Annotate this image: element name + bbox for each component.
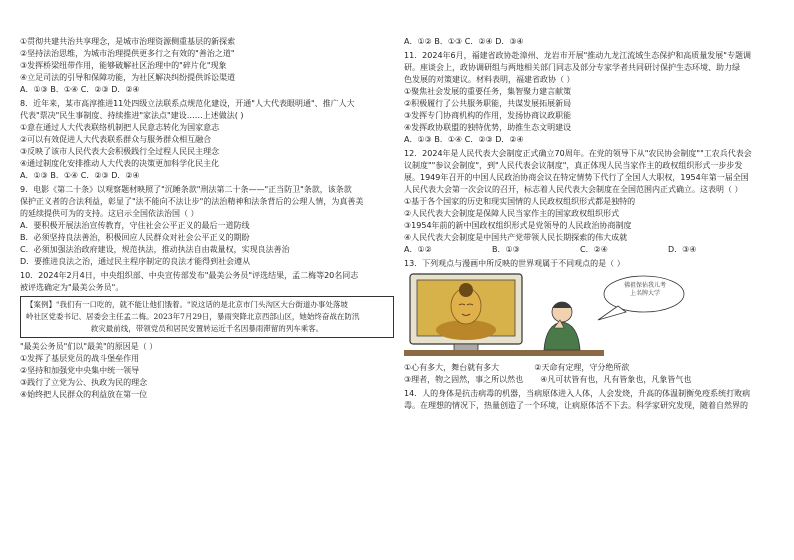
- q12-option-4: ④人民代表大会制度是中国共产党带领人民长期探索的伟大成就: [404, 233, 628, 242]
- q14-stem-line-2: 毒。在理想的情况下，热量创造了一个环境，让病原体活不下去。科学家研究发现，随着自然界的: [404, 401, 748, 410]
- q8-option-4: ④通过制度化安排推动人大代表的决策更加科学化民主化: [20, 159, 220, 168]
- q7-option-3: ③发挥桥梁纽带作用，能够破解社区治理中的"碎片化"现象: [20, 61, 227, 70]
- q7-answer-choices: A．①③ B．①④ C．②③ D．②④: [20, 85, 140, 94]
- q10-stem-line-2: 被评选确定为"最美公务员"。: [20, 283, 124, 292]
- q9-option-d: D．要推进良法之治，通过民主程序制定的良法才能得到社会遵从: [20, 257, 251, 266]
- q7-option-1: ①贯彻共建共治共享理念，是城市治理资源侧重基层的新探索: [20, 37, 236, 46]
- q10-question: "最美公务员"们以"最美"的原因是（ ）: [20, 342, 158, 351]
- q11-answer-choices: A．①③ B．①④ C．②③ D．②④: [404, 135, 524, 144]
- q13-option-2: ②天命有定理，守分绝所欲: [534, 363, 630, 372]
- q12-stem-line-3: 展。1949年召开的中国人民政治协商会议在特定情势下代行了全国人大职权，1954年第一届全国: [404, 173, 749, 182]
- q9-stem-line-2: 保护正义者的合法利益，彰显了"法不能向不法让步"的法治精神和法条背后的公理人情，为真善美: [20, 197, 364, 206]
- q13-option-4: ④凡可状皆有也，凡有皆象也，凡象皆气也: [540, 375, 692, 384]
- q13-option-3: ③理者，物之固然，事之所以然也: [404, 375, 524, 384]
- q12-option-3: ③1954年前的新中国政权组织形式是党领导的人民政治协商制度: [404, 221, 632, 230]
- q13-options-row-2: [404, 374, 778, 386]
- cartoon-speech-bubble: 佛祖保佑我儿考上名牌大学: [623, 282, 666, 297]
- q9-stem-line-3: 的延续提供可为的支持。这启示全国依法治国（ ）: [20, 209, 199, 218]
- q11-stem-line-2: 研。座谈会上，政协调研组与两地相关部门同志及部分专家学者共同研讨保护生态环境、助力绿: [404, 63, 740, 72]
- cartoon-illustration: [404, 272, 778, 358]
- q10-option-4: ④始终把人民群众的利益放在第一位: [20, 390, 148, 399]
- q13-options-row-1: [404, 362, 778, 374]
- q11-option-3: ③发挥专门协商机构的作用，发扬协商议政职能: [404, 111, 572, 120]
- q9-stem-line-1: 9．电影《第二十条》以观察题材映照了"沉睡条款"刑法第二十条——"正当防卫"条款，该条款: [20, 185, 352, 194]
- q12-choice-b: B．①③: [492, 245, 520, 254]
- q12-choice-c: C．②④: [580, 245, 608, 254]
- case-text-line-3: 救灾最前线，带领党员和居民安置转运近千名因暴雨滞留的列车乘客。: [90, 324, 324, 333]
- q10-option-3: ③践行了立党为公、执政为民的理念: [20, 378, 148, 387]
- case-text-line-2: 岭社区党委书记、居委会主任孟二梅。2023年7月29日，暴雨突降北京西部山区，她始终奋战在防汛: [26, 312, 360, 321]
- q8-stem-line-2: 代表"票决"民生事制度、持续推进"家法点"建设……上述做法( ): [20, 111, 244, 120]
- q8-option-3: ③反映了该市人民代表大会积极践行全过程人民民主理念: [20, 147, 220, 156]
- case-text-line-1: 【案例】"我们有一口吃的，就不能让他们饿着。"说这话的是北京市门头沟区大台街道办事处落坡: [26, 300, 348, 309]
- q8-option-2: ②可以有效促进人大代表联系群众与服务群众相互融合: [20, 135, 212, 144]
- q13-option-1: ①心有多大，舞台就有多大: [404, 363, 500, 372]
- q7-option-4: ④立足司法的引导和保障功能，为社区解决纠纷提供诉讼渠道: [20, 73, 236, 82]
- q9-option-b: B．必须坚持良法善治，积极回应人民群众对社会公平正义的期盼: [20, 233, 250, 242]
- q11-option-2: ②积极履行了公共服务职能，共谋发展拓展新局: [404, 99, 572, 108]
- q12-answer-choices: [404, 244, 778, 256]
- q11-stem-line-1: 11．2024年6月，福建省政协赴漳州、龙岩市开展"推动九龙江流域生态保护和高质量发展"专题调: [404, 51, 751, 60]
- q11-stem-line-3: 色发展的对策建议。材料表明，福建省政协（ ）: [404, 75, 575, 84]
- q8-stem-line-1: 8．近年来，某市高淳推进11处四级立法联系点规范化建设，开通"人大代表眼明通"、推广人大: [20, 99, 355, 108]
- q13-stem: 13．下列观点与漫画中所反映的世界观属于不同观点的是（ ）: [404, 259, 625, 268]
- q11-option-1: ①聚焦社会发展的重要任务，集智聚力建言献策: [404, 87, 572, 96]
- q8-option-1: ①意在通过人大代表联络机制把人民意志转化为国家意志: [20, 123, 220, 132]
- q12-stem-line-4: 人民代表大会第一次会议的召开，标志着人民代表大会制度在全国范围内正式确立。这表明（ ）: [404, 185, 743, 194]
- q12-choice-a: A．①②: [404, 245, 432, 254]
- q10-option-2: ②坚持和加强党中央集中统一领导: [20, 366, 140, 375]
- q14-stem-line-1: 14．人的身体是抗击病毒的机器，当病原体进入人体，人会发烧，升高的体温制衡免疫系统打败病: [404, 389, 751, 398]
- q10-answer-choices: A．①② B．①③ C．②④ D．③④: [404, 37, 524, 46]
- q12-option-2: ②人民代表大会制度是保障人民当家作主的国家政权组织形式: [404, 209, 620, 218]
- q10-option-1: ①发挥了基层党员的战斗堡垒作用: [20, 354, 140, 363]
- q9-option-c: C．必须加强法治政府建设，规范执法，推动执法自由裁量权，实现良法善治: [20, 245, 290, 254]
- left-column: [20, 36, 394, 401]
- q12-stem-line-2: 议制度""参议会制度"，到"人民代表会议制度"，真正体现人民当家作主的政权组织形式一步步发: [404, 161, 743, 170]
- q12-choice-d: D．③④: [668, 245, 697, 254]
- q12-option-1: ①基于各个国家的历史和现实国情的人民政权组织形式都是独特的: [404, 197, 636, 206]
- q12-stem-line-1: 12．2024年是人民代表大会制度正式确立70周年。在党的领导下从"农民协会制度""工农兵代表会: [404, 149, 752, 158]
- case-box: [20, 296, 394, 338]
- right-column: [404, 36, 778, 412]
- q8-answer-choices: A．①③ B．①④ C．②③ D．②④: [20, 171, 140, 180]
- q7-option-2: ②坚持法治思维，为城市治理提供更多行之有效的"善治之道": [20, 49, 235, 58]
- q9-option-a: A．要积极开展法治宣传教育，守住社会公平正义的最后一道防线: [20, 221, 250, 230]
- q11-option-4: ④发挥政协联盟的独特优势，助推生态文明建设: [404, 123, 572, 132]
- q10-stem-line-1: 10．2024年2月4日，中央组织部、中央宣传部发布"最美公务员"评选结果，孟二梅等20名同志: [20, 271, 359, 280]
